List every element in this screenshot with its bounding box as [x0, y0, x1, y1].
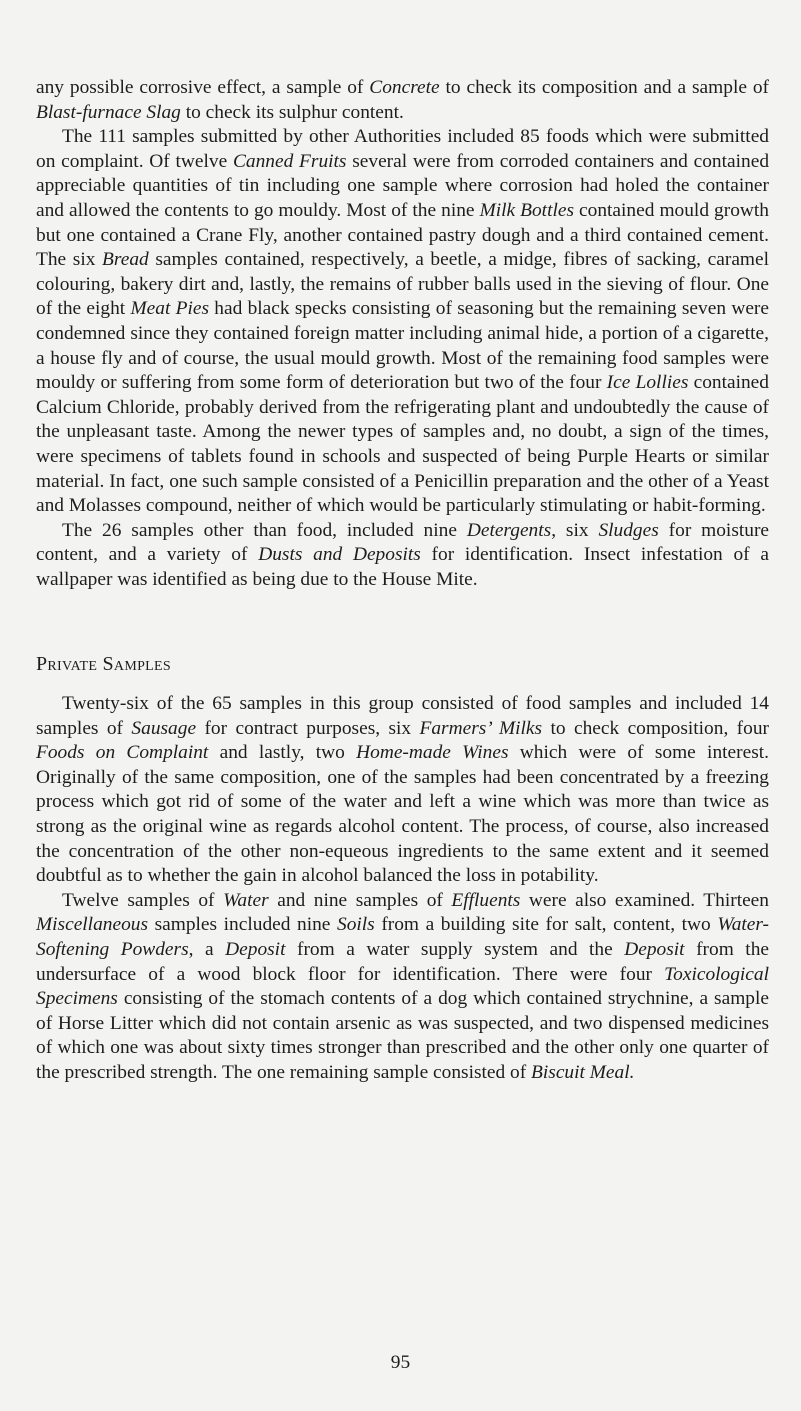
- italic-term: Home-made Wines: [356, 742, 509, 764]
- italic-term: Deposit: [225, 939, 286, 960]
- text-run: samples contained, respectively, a beetle, a midge, fibres of sacking, caramel colouring, bakery dirt and, lastly, the remains of rubber balls used in the sieving of flour. One of the eight: [36, 249, 769, 320]
- text-run: which were of some interest. Originally of the same composition, one of the samples had been concentrated by a freezing process which got rid of some of the water and left a wine which was more than twice as strong as the original wine as regards alcohol content. The process, of course, also increased the concentration of the other non-equeous ingredients to the same extent and it seemed doubtful as to whether the gain in alcohol balanced the loss in potability.: [36, 742, 769, 887]
- italic-term: Miscellaneous: [36, 914, 149, 936]
- paragraph-p1: [36, 76, 769, 125]
- italic-term: Toxicological Specimens: [36, 963, 769, 1010]
- italic-term: Ice Lollies: [606, 372, 689, 394]
- text-run: and lastly, two: [208, 742, 357, 764]
- text-run: Twenty-six of the 65 samples in this group consisted of food samples and included 14 samples of: [36, 693, 769, 739]
- text-run: , a: [188, 939, 226, 960]
- paragraph-p3: [36, 519, 769, 593]
- text-run: contained mould growth but one contained a Crane Fly, another contained pastry dough and a third contained cement. The six: [36, 199, 769, 271]
- italic-term: Milk Bottles: [479, 199, 574, 221]
- text-run: to check composition, four: [542, 717, 769, 739]
- private-samples-paragraphs: [36, 692, 769, 1086]
- text-run: for moisture content, and a variety of: [36, 519, 770, 566]
- text-run: for identification. Insect infestation of a wallpaper was identified as being due to the House Mite.: [36, 544, 769, 590]
- paragraph-p4: [36, 692, 769, 889]
- italic-term: Foods on Complaint: [36, 742, 209, 764]
- section-heading: Private Samples: [36, 653, 171, 676]
- italic-term: Sludges: [598, 519, 659, 541]
- text-run: Twelve samples of: [62, 889, 224, 911]
- italic-term: Meat Pies: [130, 298, 209, 320]
- text-run: were also examined. Thirteen: [520, 889, 769, 911]
- intro-paragraphs: [36, 76, 769, 592]
- text-run: from a building site for salt, content, two: [374, 914, 718, 936]
- italic-term: Sausage: [131, 717, 197, 739]
- italic-term: Blast-furnace Slag: [36, 101, 181, 123]
- text-run: from a water supply system and the: [285, 939, 625, 960]
- italic-term: Canned Fruits: [232, 150, 347, 172]
- italic-term: Deposit: [624, 939, 685, 960]
- text-run: to check its composition and a sample of: [439, 77, 769, 98]
- text-run: to check its sulphur content.: [180, 101, 404, 123]
- italic-term: Detergents: [466, 519, 552, 541]
- text-run: several were from corroded containers and contained appreciable quantities of tin including one sample where corrosion had holed the container and allowed the contents to go mouldy. Most of the nine: [36, 150, 770, 221]
- italic-term: Farmers’ Milks: [419, 717, 543, 739]
- page-number: 95: [390, 1352, 411, 1373]
- italic-term: Dusts and Deposits: [258, 544, 421, 566]
- text-run: from the undersurface of a wood block floor for identification. There were four: [36, 939, 769, 985]
- text-run: consisting of the stomach contents of a dog which contained strychnine, a sample of Horse Litter which did not contain arsenic as was suspected, and two dispensed medicines of which one was about sixty times stronger than prescribed and the other only one quarter of the prescribed strength. The one remaining sample consisted of: [36, 988, 769, 1083]
- italic-term: Biscuit Meal.: [531, 1061, 635, 1083]
- italic-term: Water: [223, 889, 269, 911]
- document-page: [36, 76, 769, 1086]
- text-run: The 26 samples other than food, included nine: [62, 519, 467, 541]
- text-run: , six: [551, 519, 599, 541]
- text-run: contained Calcium Chloride, probably derived from the refrigerating plant and undoubtedly the cause of the unpleasant taste. Among the newer types of samples and, no doubt, a sign of the times, were specimens of tablets found in schools and suspected of being Purple Hearts or similar material. In fact, one such sample consisted of a Penicillin preparation and the other of a Yeast and Molasses compound, neither of which would be particularly stimulating or habit-forming.: [36, 372, 769, 517]
- text-run: for contract purposes, six: [196, 717, 420, 739]
- paragraph-p2: [36, 125, 769, 519]
- italic-term: Effluents: [451, 889, 521, 911]
- italic-term: Bread: [102, 249, 149, 271]
- text-run: The 111 samples submitted by other Authorities included 85 foods which were submitted on complaint. Of twelve: [36, 126, 769, 172]
- italic-term: Soils: [337, 914, 375, 936]
- italic-term: Water-Softening Powders: [36, 914, 770, 960]
- text-run: had black specks consisting of seasoning but the remaining seven were condemned since they contained foreign matter including animal hide, a portion of a cigarette, a house fly and of course, the usual mould growth. Most of the remaining food samples were mouldy or suffering from some form of deterioration but two of the four: [36, 298, 769, 394]
- text-run: and nine samples of: [268, 889, 452, 911]
- paragraph-p5: [36, 889, 769, 1086]
- text-run: samples included nine: [148, 914, 338, 936]
- italic-term: Concrete: [369, 77, 440, 98]
- text-run: any possible corrosive effect, a sample of: [36, 77, 370, 98]
